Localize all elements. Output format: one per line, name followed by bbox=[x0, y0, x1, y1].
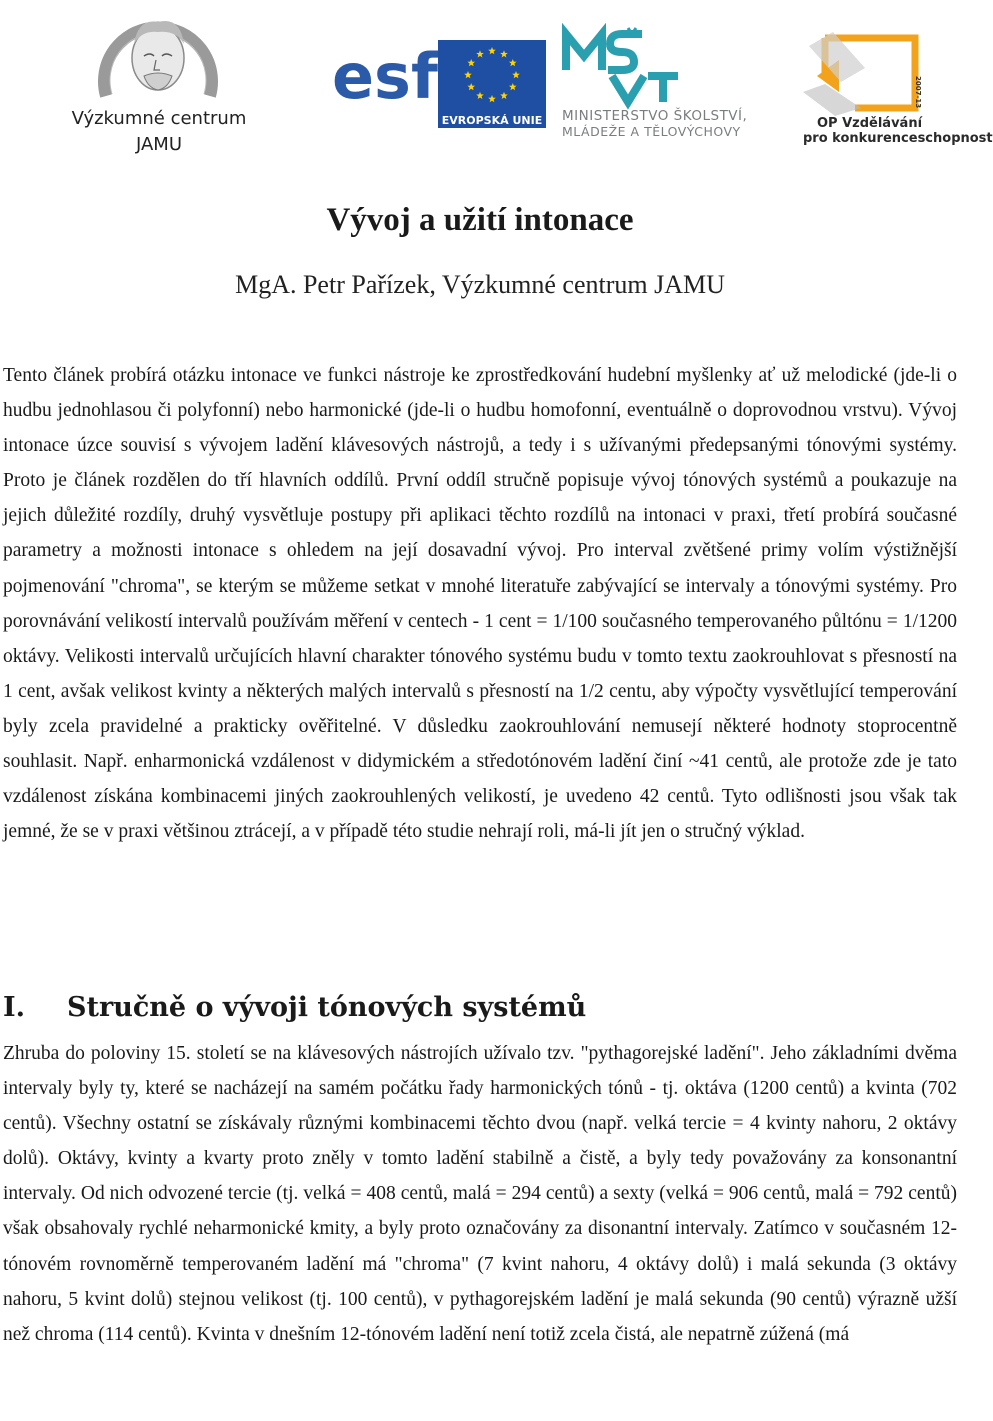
section-heading bbox=[3, 992, 586, 1023]
opvk-frame-icon bbox=[795, 32, 925, 116]
header-logos bbox=[0, 0, 993, 160]
section-number: I. bbox=[3, 992, 26, 1023]
abstract-paragraph: Tento článek probírá otázku intonace ve funkci nástroje ke zprostředkování hudební myšlenky ať už melodické (jde-li o hudbu jednohlasou či polyfonní) nebo harmonické (jde-li o hudbu homofonní, eventuálně o doprovodnou vrstvu). Vývoj intonace úzce souvisí s vývojem ladění klávesových nástrojů, a tedy i s užívanými předepsanými tónovými systémy. Proto je článek rozdělen do tří hlavních oddílů. První oddíl stručně popisuje vývoj tónových systémů a poukazuje na jejich důležité rozdíly, druhý vysvětluje postupy při aplikaci těchto rozdílů na intonaci v praxi, třetí probírá současné parametry a možnosti intonace s ohledem na její dosavadní vývoj. Pro interval zvětšené primy volím výstižnější pojmenování "chroma", se kterým se můžeme setkat v mnohé literatuře zabývající se intervaly a tónovými systémy. Pro porovnávání velikostí intervalů používám měření v centech - 1 cent = 1/100 současného temperovaného půltónu = 1/1200 oktávy. Velikosti intervalů určujících hlavní charakter tónového systému budu v tomto textu zaokrouhlovat s přesností na 1 cent, avšak velikost kvinty a některých malých intervalů s přesností na 1/2 centu, aby výpočty vysvětlující temperování byly zcela pravidelné a prakticky ověřitelné. V důsledku zaokrouhlování nemusejí některé hodnoty stoprocentně souhlasit. Např. enharmonická vzdálenost v didymickém a středotónovém ladění činí ~41 centů, ale protože zde je tato vzdálenost získána kombinacemi jiných zaokrouhlených velikostí, je uvedeno 42 centů. Tyto odlišnosti jsou však tak jemné, že se v praxi většinou ztrácejí, a v případě této studie nehrají roli, má-li jít jen o stručný výklad. bbox=[3, 365, 957, 843]
section-paragraph: Zhruba do poloviny 15. století se na klávesových nástrojích užívalo tzv. "pythagorejské ladění". Jeho základními dvěma intervaly byly ty, které se nacházejí na samém počátku řady harmonických tónů - tj. oktáva (1200 centů) a kvinta (702 centů). Všechny ostatní se získávaly různými kombinacemi těchto dvou (např. velká tercie = 4 kvinty nahoru, 2 oktávy dolů). Oktávy, kvinty a kvarty proto zněly v tomto ladění stabilně a čistě, a byly tedy považovány za konsonantní intervaly. Od nich odvozené tercie (tj. velká = 408 centů, malá = 294 centů) a sexty (velká = 906 centů, malá = 792 centů) však obsahovaly rychlé neharmonické kmity, a byly proto označovány za disonantní intervaly. Zatímco v současném 12-tónovém rovnoměrně temperovaném ladění má "chroma" (7 kvint nahoru, 4 oktávy dolů) i malá sekunda (3 oktávy nahoru, 5 kvint dolů) stejnou velikost (tj. 100 centů), v pythagorejském ladění je malá sekunda (90 centů) výrazně užší než chroma (114 centů). Kvinta v dnešním 12-tónovém ladění není totiž zcela čistá, ale nepatrně zúžená (má bbox=[3, 1043, 957, 1345]
svg-text:2007-13: 2007-13 bbox=[914, 76, 922, 109]
msmt-line-1: MINISTERSTVO ŠKOLSTVÍ, bbox=[562, 108, 748, 124]
document-author: MgA. Petr Pařízek, Výzkumné centrum JAMU bbox=[235, 270, 725, 299]
document-title: Vývoj a užití intonace bbox=[326, 202, 634, 238]
svg-text:EVROPSKÁ UNIE: EVROPSKÁ UNIE bbox=[441, 114, 543, 127]
svg-text:esf: esf bbox=[332, 40, 438, 113]
opvk-title: OP Vzdělávání pro konkurenceschopnost bbox=[803, 116, 993, 146]
section-title: Stručně o vývoji tónových systémů bbox=[67, 992, 587, 1023]
esf-eu-flag-icon bbox=[332, 38, 552, 128]
opvk-logo bbox=[795, 32, 993, 152]
janacek-portrait-seal-icon bbox=[98, 0, 218, 104]
jamu-label: Výzkumné centrum JAMU bbox=[71, 108, 247, 155]
msmt-monogram-icon bbox=[562, 30, 682, 104]
msmt-line-2: MLÁDEŽE A TĚLOVÝCHOVY bbox=[562, 124, 741, 139]
jamu-logo bbox=[60, 0, 260, 160]
esf-eu-logo bbox=[332, 38, 552, 132]
msmt-logo bbox=[562, 30, 748, 139]
